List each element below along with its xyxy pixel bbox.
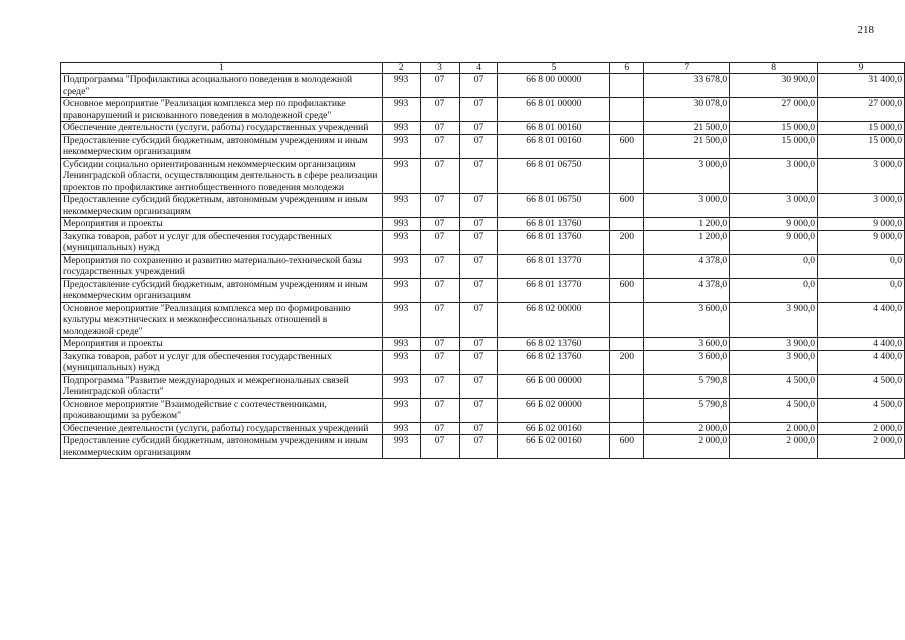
section-code-cell: 07 — [420, 158, 459, 194]
row-name-cell: Предоставление субсидий бюджетным, автономным учреждениям и иным некоммерческим организациям — [61, 194, 383, 218]
expense-type-cell: 600 — [610, 435, 644, 459]
subsection-code-cell: 07 — [459, 134, 498, 158]
amount-col8-cell: 15 000,0 — [730, 134, 818, 158]
column-header: 8 — [730, 63, 818, 74]
amount-col7-cell: 3 000,0 — [644, 194, 730, 218]
subsection-code-cell: 07 — [459, 74, 498, 98]
target-article-cell: 66 8 02 00000 — [498, 302, 610, 338]
expense-type-cell — [610, 374, 644, 398]
subsection-code-cell: 07 — [459, 435, 498, 459]
row-name-cell: Закупка товаров, работ и услуг для обеспечения государственных (муниципальных) нужд — [61, 350, 383, 374]
amount-col9-cell: 3 000,0 — [818, 158, 905, 194]
target-article-cell: 66 8 01 13760 — [498, 218, 610, 231]
subsection-code-cell: 07 — [459, 158, 498, 194]
row-name-cell: Основное мероприятие "Реализация комплекса мер по формированию культуры межэтнических и межконфессиональных отношений в молодежной среде" — [61, 302, 383, 338]
subsection-code-cell: 07 — [459, 350, 498, 374]
expense-type-cell — [610, 122, 644, 135]
subsection-code-cell: 07 — [459, 254, 498, 278]
column-header: 4 — [459, 63, 498, 74]
target-article-cell: 66 Б 02 00160 — [498, 422, 610, 435]
section-code-cell: 07 — [420, 398, 459, 422]
table-row — [61, 74, 905, 98]
table-body — [61, 74, 905, 459]
section-code-cell: 07 — [420, 350, 459, 374]
ministry-code-cell: 993 — [382, 278, 420, 302]
amount-col8-cell: 0,0 — [730, 254, 818, 278]
amount-col7-cell: 21 500,0 — [644, 122, 730, 135]
target-article-cell: 66 8 01 00000 — [498, 98, 610, 122]
amount-col9-cell: 2 000,0 — [818, 422, 905, 435]
amount-col7-cell: 5 790,8 — [644, 398, 730, 422]
target-article-cell: 66 8 02 13760 — [498, 338, 610, 351]
amount-col9-cell: 0,0 — [818, 254, 905, 278]
row-name-cell: Обеспечение деятельности (услуги, работы) государственных учреждений — [61, 422, 383, 435]
expense-type-cell — [610, 98, 644, 122]
expense-type-cell — [610, 158, 644, 194]
section-code-cell: 07 — [420, 194, 459, 218]
amount-col7-cell: 3 000,0 — [644, 158, 730, 194]
amount-col7-cell: 33 678,0 — [644, 74, 730, 98]
table-row — [61, 254, 905, 278]
table-row — [61, 398, 905, 422]
expense-type-cell — [610, 74, 644, 98]
row-name-cell: Мероприятия и проекты — [61, 218, 383, 231]
table-row — [61, 134, 905, 158]
column-number-row — [61, 63, 905, 74]
table-row — [61, 278, 905, 302]
page-number: 218 — [857, 24, 874, 36]
ministry-code-cell: 993 — [382, 398, 420, 422]
table-row — [61, 122, 905, 135]
amount-col8-cell: 27 000,0 — [730, 98, 818, 122]
section-code-cell: 07 — [420, 338, 459, 351]
target-article-cell: 66 8 01 00160 — [498, 134, 610, 158]
expense-type-cell — [610, 218, 644, 231]
subsection-code-cell: 07 — [459, 302, 498, 338]
column-header: 6 — [610, 63, 644, 74]
column-header: 5 — [498, 63, 610, 74]
ministry-code-cell: 993 — [382, 218, 420, 231]
section-code-cell: 07 — [420, 134, 459, 158]
row-name-cell: Подпрограмма "Профилактика асоциального поведения в молодежной среде" — [61, 74, 383, 98]
subsection-code-cell: 07 — [459, 230, 498, 254]
ministry-code-cell: 993 — [382, 98, 420, 122]
table-row — [61, 218, 905, 231]
ministry-code-cell: 993 — [382, 338, 420, 351]
ministry-code-cell: 993 — [382, 74, 420, 98]
amount-col8-cell: 9 000,0 — [730, 230, 818, 254]
section-code-cell: 07 — [420, 230, 459, 254]
amount-col7-cell: 1 200,0 — [644, 218, 730, 231]
table-row — [61, 194, 905, 218]
ministry-code-cell: 993 — [382, 158, 420, 194]
expense-type-cell — [610, 422, 644, 435]
subsection-code-cell: 07 — [459, 398, 498, 422]
ministry-code-cell: 993 — [382, 422, 420, 435]
table-row — [61, 350, 905, 374]
expense-type-cell — [610, 254, 644, 278]
subsection-code-cell: 07 — [459, 122, 498, 135]
target-article-cell: 66 8 01 13770 — [498, 254, 610, 278]
row-name-cell: Основное мероприятие "Реализация комплекса мер по профилактике правонарушений и рискованного поведения в молодежной среде" — [61, 98, 383, 122]
column-header: 7 — [644, 63, 730, 74]
row-name-cell: Обеспечение деятельности (услуги, работы) государственных учреждений — [61, 122, 383, 135]
column-header: 3 — [420, 63, 459, 74]
amount-col9-cell: 4 400,0 — [818, 350, 905, 374]
row-name-cell: Субсидии социально ориентированным некоммерческим организациям Ленинградской области, осуществляющим деятельность в сфере реализации проектов по профилактике антиобщественного поведения молодежи — [61, 158, 383, 194]
row-name-cell: Подпрограмма "Развитие международных и межрегиональных связей Ленинградской области" — [61, 374, 383, 398]
expense-type-cell — [610, 302, 644, 338]
subsection-code-cell: 07 — [459, 218, 498, 231]
amount-col8-cell: 3 000,0 — [730, 158, 818, 194]
table-row — [61, 230, 905, 254]
section-code-cell: 07 — [420, 218, 459, 231]
amount-col7-cell: 3 600,0 — [644, 350, 730, 374]
ministry-code-cell: 993 — [382, 122, 420, 135]
target-article-cell: 66 8 01 13770 — [498, 278, 610, 302]
target-article-cell: 66 8 01 06750 — [498, 194, 610, 218]
section-code-cell: 07 — [420, 422, 459, 435]
target-article-cell: 66 Б 02 00000 — [498, 398, 610, 422]
amount-col9-cell: 15 000,0 — [818, 122, 905, 135]
budget-table — [60, 62, 905, 459]
ministry-code-cell: 993 — [382, 374, 420, 398]
amount-col8-cell: 15 000,0 — [730, 122, 818, 135]
target-article-cell: 66 8 00 00000 — [498, 74, 610, 98]
amount-col7-cell: 4 378,0 — [644, 278, 730, 302]
amount-col7-cell: 2 000,0 — [644, 435, 730, 459]
subsection-code-cell: 07 — [459, 194, 498, 218]
amount-col8-cell: 3 900,0 — [730, 350, 818, 374]
target-article-cell: 66 8 01 00160 — [498, 122, 610, 135]
amount-col7-cell: 4 378,0 — [644, 254, 730, 278]
amount-col8-cell: 2 000,0 — [730, 422, 818, 435]
expense-type-cell — [610, 338, 644, 351]
subsection-code-cell: 07 — [459, 422, 498, 435]
amount-col9-cell: 4 400,0 — [818, 338, 905, 351]
expense-type-cell: 600 — [610, 194, 644, 218]
ministry-code-cell: 993 — [382, 254, 420, 278]
amount-col8-cell: 0,0 — [730, 278, 818, 302]
ministry-code-cell: 993 — [382, 435, 420, 459]
amount-col8-cell: 4 500,0 — [730, 374, 818, 398]
table-row — [61, 158, 905, 194]
section-code-cell: 07 — [420, 302, 459, 338]
target-article-cell: 66 Б 00 00000 — [498, 374, 610, 398]
amount-col8-cell: 30 900,0 — [730, 74, 818, 98]
amount-col9-cell: 9 000,0 — [818, 230, 905, 254]
amount-col7-cell: 3 600,0 — [644, 338, 730, 351]
expense-type-cell: 200 — [610, 350, 644, 374]
subsection-code-cell: 07 — [459, 278, 498, 302]
table-row — [61, 338, 905, 351]
expense-type-cell: 600 — [610, 134, 644, 158]
column-header: 1 — [61, 63, 383, 74]
section-code-cell: 07 — [420, 74, 459, 98]
target-article-cell: 66 8 01 13760 — [498, 230, 610, 254]
amount-col9-cell: 15 000,0 — [818, 134, 905, 158]
amount-col9-cell: 4 400,0 — [818, 302, 905, 338]
row-name-cell: Предоставление субсидий бюджетным, автономным учреждениям и иным некоммерческим организациям — [61, 134, 383, 158]
section-code-cell: 07 — [420, 98, 459, 122]
ministry-code-cell: 993 — [382, 302, 420, 338]
ministry-code-cell: 993 — [382, 230, 420, 254]
amount-col9-cell: 3 000,0 — [818, 194, 905, 218]
subsection-code-cell: 07 — [459, 338, 498, 351]
subsection-code-cell: 07 — [459, 98, 498, 122]
amount-col9-cell: 4 500,0 — [818, 398, 905, 422]
ministry-code-cell: 993 — [382, 134, 420, 158]
row-name-cell: Предоставление субсидий бюджетным, автономным учреждениям и иным некоммерческим организациям — [61, 278, 383, 302]
row-name-cell: Мероприятия и проекты — [61, 338, 383, 351]
table-row — [61, 374, 905, 398]
target-article-cell: 66 8 01 06750 — [498, 158, 610, 194]
amount-col9-cell: 0,0 — [818, 278, 905, 302]
section-code-cell: 07 — [420, 278, 459, 302]
section-code-cell: 07 — [420, 435, 459, 459]
expense-type-cell — [610, 398, 644, 422]
target-article-cell: 66 8 02 13760 — [498, 350, 610, 374]
amount-col9-cell: 2 000,0 — [818, 435, 905, 459]
amount-col8-cell: 3 900,0 — [730, 302, 818, 338]
table-row — [61, 98, 905, 122]
section-code-cell: 07 — [420, 122, 459, 135]
expense-type-cell: 200 — [610, 230, 644, 254]
row-name-cell: Основное мероприятие "Взаимодействие с соотечественниками, проживающими за рубежом" — [61, 398, 383, 422]
row-name-cell: Предоставление субсидий бюджетным, автономным учреждениям и иным некоммерческим организациям — [61, 435, 383, 459]
amount-col7-cell: 30 078,0 — [644, 98, 730, 122]
ministry-code-cell: 993 — [382, 350, 420, 374]
table-row — [61, 302, 905, 338]
amount-col9-cell: 27 000,0 — [818, 98, 905, 122]
amount-col8-cell: 4 500,0 — [730, 398, 818, 422]
column-header: 9 — [818, 63, 905, 74]
row-name-cell: Мероприятия по сохранению и развитию материально-технической базы государственных учреждений — [61, 254, 383, 278]
amount-col7-cell: 1 200,0 — [644, 230, 730, 254]
amount-col9-cell: 31 400,0 — [818, 74, 905, 98]
table-row — [61, 435, 905, 459]
amount-col9-cell: 4 500,0 — [818, 374, 905, 398]
amount-col8-cell: 3 900,0 — [730, 338, 818, 351]
subsection-code-cell: 07 — [459, 374, 498, 398]
amount-col7-cell: 21 500,0 — [644, 134, 730, 158]
target-article-cell: 66 Б 02 00160 — [498, 435, 610, 459]
amount-col8-cell: 9 000,0 — [730, 218, 818, 231]
amount-col8-cell: 2 000,0 — [730, 435, 818, 459]
amount-col7-cell: 5 790,8 — [644, 374, 730, 398]
amount-col7-cell: 3 600,0 — [644, 302, 730, 338]
table-row — [61, 422, 905, 435]
section-code-cell: 07 — [420, 374, 459, 398]
ministry-code-cell: 993 — [382, 194, 420, 218]
amount-col8-cell: 3 000,0 — [730, 194, 818, 218]
amount-col7-cell: 2 000,0 — [644, 422, 730, 435]
row-name-cell: Закупка товаров, работ и услуг для обеспечения государственных (муниципальных) нужд — [61, 230, 383, 254]
amount-col9-cell: 9 000,0 — [818, 218, 905, 231]
expense-type-cell: 600 — [610, 278, 644, 302]
section-code-cell: 07 — [420, 254, 459, 278]
column-header: 2 — [382, 63, 420, 74]
